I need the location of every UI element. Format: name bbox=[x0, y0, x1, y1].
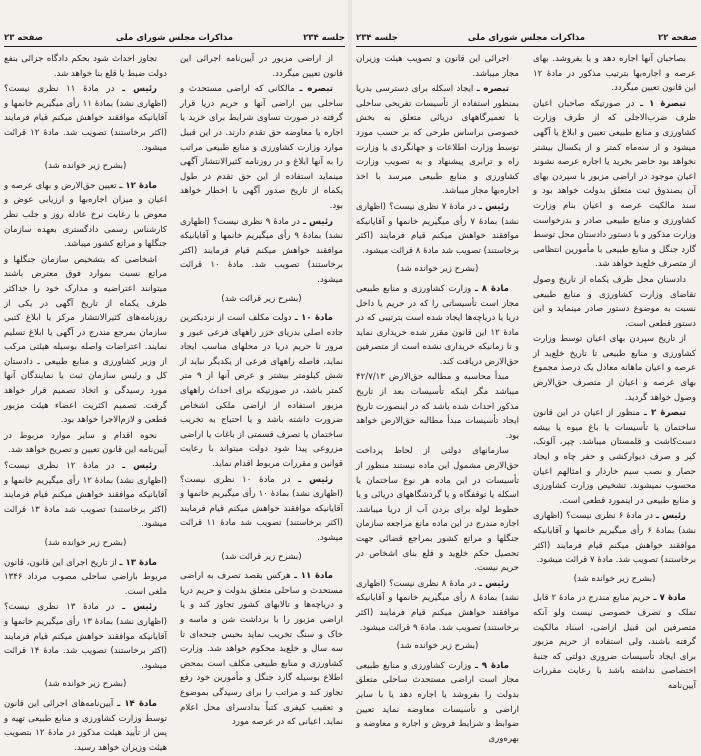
paragraph-text: در مادهٔ ۷ نظری نیست؟ (اظهاری نشد) بمادهٔ ۷ رأی میگیریم خانمها و آقایانیکه موافقند خواهش میکنم قیام فرمایند (اکثر برخاستند) تصویب شد مادهٔ ۸ قرائت میشود. bbox=[356, 201, 519, 256]
header-session: صفحه ۲۲ bbox=[658, 33, 697, 43]
paragraph-text: ایجاد اسکله برای دسترسی بدریا بمنظور استفاده از تأسیسات تفریحی ساحلی یا تعمیرگاههای دریائی متعلق به بخش خصوصی براساس طرحی که بر حسب مورد توسط وزارت اطلاعات و جهانگردی یا وزارت راه و ترابری پیشنهاد و به تصویب وزارت کشاورزی و منابع طبیعی میرسد با اخذ اجاره‌بها مجاز میباشد. bbox=[356, 84, 519, 197]
article-paragraph bbox=[180, 569, 343, 730]
reading-note: (بشرح زیر خوانده شد) bbox=[396, 264, 479, 275]
paragraph-lead: تبصرهٔ ۱ ـ bbox=[640, 98, 687, 109]
reading-note: (بشرح زیر قرائت شد) bbox=[221, 551, 302, 562]
paragraph-lead: رئیس ـ bbox=[122, 84, 158, 95]
paragraph bbox=[533, 52, 696, 96]
paragraph bbox=[356, 444, 519, 575]
paragraph-text: حریم منابع مندرج در مادهٔ ۲ قابل تملک و تصرف خصوصی نیست ولو آنکه متصرفین این قبیل اراضی، اسناد مالکیت گرفته باشند، ولی استفاده از حریم مزبور برای ایجاد تأسیسات ضروری دولتی که جنبهٔ اختصاصی نداشته باشد با رعایت مقررات آیین‌نامه bbox=[533, 593, 696, 691]
text-column-right bbox=[180, 52, 343, 731]
paragraph-lead: رئیس ـ bbox=[302, 216, 333, 227]
paragraph-text: در مادهٔ ۸ نظری نیست؟ (اظهاری نشد) بمادهٔ ۸ رأی میگیریم خانمها و آقایانیکه موافقند خواهش میکنم قیام فرمایند (اکثر برخاستند) تصویب شد. مادهٔ ۹ قرائت میشود. bbox=[356, 578, 519, 633]
text-column-right bbox=[533, 52, 696, 695]
paragraph-text: از اراضی مزبور در آیین‌نامه اجرائی این قانون تعیین میگردد. bbox=[180, 54, 343, 79]
paragraph-text: از تاریخ سپردن بهای اعیان توسط وزارت کشاورزی و منابع طبیعی تا تاریخ خلع‌ید از عرصه و اعیان ماهانه معادل یک درصد مجموع بهای عرصه و اعیان از متصرف حق‌الارض وصول خواهد گردید. bbox=[533, 334, 696, 403]
paragraph-lead: رئیس ـ bbox=[122, 461, 158, 472]
reading-note: (بشرح زیر خوانده شد) bbox=[44, 679, 127, 690]
article-paragraph bbox=[180, 473, 343, 546]
reading-note: (بشرح زیر قرائت شد) bbox=[221, 293, 302, 304]
paragraph bbox=[533, 273, 696, 331]
paragraph-lead: مادهٔ ۸ ـ bbox=[474, 283, 509, 294]
paragraph-text: در مادهٔ ۹ نظری نیست؟ (اظهاری نشد) بمادهٔ ۹ رأی میگیریم خانمها و آقایانیکه موافقند خواهش میکنم قیام فرمایند (اکثر برخاستند) تصویب شد. مادهٔ ۱۰ قرائت میشود. bbox=[180, 216, 343, 285]
paragraph-text: در مادهٔ ۱۰ نظری نیست؟ (اظهاری نشد) بمادهٔ ۱۰ رأی میگیریم خانمها و آقایانیکه موافقند خواهش میکنم قیام فرمایند (اکثر برخاستند) تصویب شد مادهٔ ۱۱ قرائت میشود. bbox=[180, 474, 343, 543]
header-title: مذاکرات مجلس شورای ملی bbox=[467, 33, 586, 43]
paragraph-lead: مادهٔ ۷ ـ bbox=[653, 593, 687, 604]
paragraph-text: دولت مکلف است از نزدیکترین جاده اصلی بدریای خزر راههای فرعی عبور و مرور تا حریم دریا در محلهای مناسب ایجاد نماید، فاصله راههای فرعی از یکدیگر نباید از شش کیلومتر بیشتر و عرض آنها از ۹ متر کمتر باشد، در صورتیکه برای احداث راههای مزبور استفاده از اراضی ملکی اشخاص ضرورت داشته باشد و یا احتیاج به تخریب ساختمان یا تصرف قسمتی از باغات یا اراضی مزروعی پیدا شود دولت میتواند با رعایت قوانین و مقررات مربوط اقدام نماید. bbox=[180, 313, 343, 470]
paragraph-lead: تبصره ـ bbox=[299, 84, 333, 95]
paragraph-lead: رئیس ـ bbox=[298, 474, 334, 485]
paragraph bbox=[4, 429, 167, 458]
paragraph-text: در مادهٔ ۱۲ نظری نیست؟ (اظهاری نشد) بمادهٔ ۱۲ رأی میگیریم خانمها و آقایانیکه موافقند خواهش میکنم قیام فرمایند (اکثر برخاستند) تصویب شد مادهٔ ۱۳ قرائت میشود. bbox=[4, 461, 167, 530]
text-column-left bbox=[356, 52, 519, 747]
paragraph-text: در مادهٔ ۱۳ نظری نیست؟ (اظهاری نشد) بمادهٔ ۱۳ رأی میگیریم خانمها و آقایانیکه موافقند خواهش میکنم قیام فرمایند (اکثر برخاستند) تصویب شد. مادهٔ ۱۴ قرائت میشود. bbox=[4, 602, 167, 671]
article-paragraph bbox=[4, 556, 167, 600]
header-session: جلسه ۲۳۴ bbox=[303, 33, 345, 43]
article-paragraph bbox=[533, 406, 696, 508]
article-paragraph bbox=[4, 697, 167, 755]
paragraph-text: مبدأ محاسبه و مطالبه حق‌الارض ۴۲/۷/۱۳ میباشد مگر اینکه تأسیسات بعد از تاریخ مذکور احداث شده باشد که در اینصورت تاریخ ایجاد تأسیسات مبدأ مطالبه حق‌الارض خواهد بود. bbox=[356, 372, 519, 441]
header-page-number: صفحه ۲۳ bbox=[4, 33, 43, 43]
paragraph-lead: رئیس ـ bbox=[655, 511, 686, 522]
header-page-number: جلسه ۲۳۴ bbox=[356, 33, 398, 43]
page-header bbox=[4, 33, 345, 45]
article-paragraph bbox=[356, 577, 519, 635]
paragraph-lead: رئیس ـ bbox=[478, 578, 509, 589]
paragraph-text: از تاریخ اجرای این قانون، قانون مربوط باراضی ساحلی مصوب مرداد ۱۳۴۶ ملغی است. bbox=[4, 557, 167, 597]
paragraph-text: وزارت کشاورزی و منابع طبیعی مجاز است تأسیساتی را که در حریم یا داخل دریا یا دریاچه‌ها ایجاد شده است بترتیبی که در مادهٔ ۱۲ این قانون مقرر شده خریداری نماید و تا زمانیکه خریداری نشده است از متصرفین حق‌الارض دریافت کند. bbox=[356, 283, 519, 367]
article-paragraph bbox=[356, 282, 519, 370]
paragraph-text: منظور از اعیان در این قانون ساختمان یا تأسیسات یا باغ میوه یا بیشه دست‌کاشت و قلمستان میباشد. چپر، آلونک، کپر و صرف دیوارکشی و حفر چاه و ایجاد حصار و نصب سیم خاردار و امثالهم اعیان محسوب نمیشوند. تشخیص وزارت کشاورزی و منابع طبیعی در اینمورد قطعی است. bbox=[533, 408, 696, 506]
header-rule bbox=[356, 46, 697, 47]
header-title: مذاکرات مجلس شورای ملی bbox=[115, 33, 234, 43]
page-header bbox=[356, 33, 697, 45]
paragraph-lead: مادهٔ ۱۱ ـ bbox=[294, 571, 333, 582]
reading-note: (بشرح زیر خوانده شد) bbox=[44, 538, 127, 548]
article-paragraph bbox=[4, 179, 167, 252]
text-column-left bbox=[4, 52, 167, 756]
paragraph bbox=[356, 370, 519, 443]
reading-note: (بشرح زیر خوانده شد) bbox=[396, 641, 479, 652]
paragraph bbox=[356, 52, 519, 81]
right-page bbox=[352, 0, 701, 744]
article-paragraph bbox=[356, 82, 519, 199]
paragraph-lead: مادهٔ ۱۲ ـ bbox=[119, 180, 157, 191]
paragraph-text: سازمانهای دولتی از لحاظ پرداخت حق‌الارض مشمول این ماده نیستند منظور از تأسیسات در این ماده هر نوع ساختمان یا اسکله یا توقفگاه و یا گردشگاههای دریائی و یا خطوط لوله برای بردن آب از دریا میباشد. اجازه مندرج در این ماده مانع مراجعه سازمان جنگلها و مراتع کشور بمراجع قضائی جهت تحصیل حکم خلع‌ید و قلع بنای اشخاص در حریم نیست. bbox=[356, 446, 519, 574]
paragraph-text: در صورتیکه صاحبان اعیان ظرف ضرب‌الاجلی که از طرف وزارت کشاورزی و منابع طبیعی تعیین و ابلاغ یا آگهی میشود و از سه‌ماه کمتر و از یکسال بیشتر نخواهد بود حاضر بخرید یا اجاره عرصه نشوند اعیان موجود در اراضی مزبور با سپردن بهای آن بصندوق ثبت متعلق بدولت خواهد بود و سند مالکیت عرصه و اعیان بنام وزارت کشاورزی و منابع طبیعی صادر و بدرخواست وزارت مذکور و با دستور دادستان محل توسط گارد جنگل و منابع طبیعی با مأمورین انتظامی از متصرف خلع‌ید خواهد شد. bbox=[533, 98, 696, 270]
paragraph-lead: مادهٔ ۹ ـ bbox=[474, 660, 509, 671]
paragraph-text: بصاحبان آنها اجاره دهد و یا بفروشد. بهای عرصه و اجاره‌بها بترتیب مذکور در مادهٔ ۱۲ این قانون تعیین میگردد. bbox=[533, 54, 696, 94]
article-paragraph bbox=[4, 600, 167, 673]
paragraph-lead: رئیس ـ bbox=[122, 602, 158, 613]
article-paragraph bbox=[180, 82, 343, 213]
header-rule bbox=[4, 46, 345, 47]
paragraph bbox=[180, 52, 343, 81]
left-page bbox=[0, 0, 349, 753]
article-paragraph bbox=[180, 215, 343, 288]
article-paragraph bbox=[533, 591, 696, 693]
paragraph-text: هرکس بقصد تصرف به اراضی مستحدث و ساحلی متعلق بدولت و حریم دریا و دریاچه‌ها و تالابهای کشور تجاوز کند و یا اراضی مزبور را با برداشت شن و ماسه و خاک و سنگ تخریب نماید بحبس جنحه‌ای تا سه سال و خلع‌ید محکوم خواهد شد. وزارت کشاورزی و منابع طبیعی مکلف است بمحض اطلاع بوسیله گارد جنگل و مأمورین خود رفع تجاوز کند و مراتب را برای رسیدگی بموضوع و تعقیب کیفری کتباً بدادسرای محل اعلام نماید. اعیانی که در عرصه مورد bbox=[180, 571, 343, 728]
article-paragraph bbox=[356, 200, 519, 258]
paragraph-lead: رئیس ـ bbox=[478, 201, 509, 212]
paragraph bbox=[4, 253, 167, 428]
paragraph-text: در مادهٔ ۶ نظری نیست؟ (اظهاری نشد) بمادهٔ ۶ رأی میگیریم خانمها و آقایانیکه موافقند خواهش میکنم قیام فرمایند (اکثر برخاستند) تصویب شد. مادهٔ ۷ قرائت میشود. bbox=[533, 511, 696, 566]
article-paragraph bbox=[533, 97, 696, 272]
paragraph-text: دادستان محل ظرف یکماه از تاریخ وصول تقاضای وزارت کشاورزی و منابع طبیعی نسبت به موضوع دستور صادر مینماید و این دستور قطعی است. bbox=[533, 274, 696, 329]
paragraph-text: اجرائی این قانون و تصویب هیئت وزیران مجاز میباشد. bbox=[356, 54, 519, 79]
reading-note: (بشرح زیر خوانده شد) bbox=[573, 573, 656, 584]
article-paragraph bbox=[356, 659, 519, 747]
paragraph-lead: مادهٔ ۱۰ ـ bbox=[294, 313, 334, 324]
paragraph-lead: تبصرهٔ ۲ ـ bbox=[643, 408, 686, 419]
paragraph-lead: مادهٔ ۱۴ ـ bbox=[117, 698, 158, 709]
paragraph-text: تعیین حق‌الارض و بهای عرصه و اعیان و میزان اجاره‌بها و ارزیابی عوض و معوض با رعایت نرخ عادله روز و جلب نظر کارشناس رسمی دادگستری بعهده سازمان جنگلها و مراتع کشور میباشد. bbox=[4, 180, 167, 250]
article-paragraph bbox=[4, 82, 167, 155]
paragraph-text: نحوه اقدام و سایر موارد مربوط در آیین‌نامه این قانون تعیین و تصریح خواهد شد. bbox=[4, 430, 167, 456]
paragraph bbox=[4, 52, 167, 81]
paragraph-text: اشخاصی که بتشخیص سازمان جنگلها و مراتع نسبت بموارد فوق معترض باشند میتوانند اعتراضیه و مدارک خود را حداکثر ظرف یکماه از تاریخ آگهی در یکی از روزنامه‌های کثیرالانتشار مرکز یا ابلاغ کتبی سازمان بمرجع مندرج در آگهی یا ابلاغ تسلیم نمایند. اعتراضات واصله بوسیله هیئتی مرکب از وزیر کشاورزی و منابع طبیعی ـ دادستان کل و رئیس سازمان ثبت یا نمایندگان آنها مورد رسیدگی و اتخاذ تصمیم قرار خواهد گرفت. تصمیم اکثریت اعضاء هیئت مزبور قطعی و لازم‌الاجرا خواهد بود. bbox=[4, 254, 167, 426]
article-paragraph bbox=[180, 311, 343, 472]
paragraph-lead: تبصره ـ bbox=[476, 84, 509, 95]
article-paragraph bbox=[533, 509, 696, 567]
paragraph-text: آیین‌نامه‌های اجرائی این قانون توسط وزارت کشاورزی و منابع طبیعی تهیه و پس از تأیید هیئت مذکور در مادهٔ ۱۲ بتصویب هیئت وزیران خواهد رسید. bbox=[4, 698, 167, 753]
paragraph-text: تجاوز احداث شود بحکم دادگاه جزائی بنفع دولت ضبط یا قلع بنا خواهد شد. bbox=[4, 54, 167, 79]
reading-note: (بشرح زیر خوانده شد) bbox=[44, 161, 127, 172]
paragraph-text: وزارت کشاورزی و منابع طبیعی مجاز است اراضی مستحدث ساحلی متعلق بدولت را بفروشد یا اجاره دهد یا با سایر اراضی و تأسیسات معاوضه نماید تعیین ضوابط و شرایط فروش و اجاره و معاوضه و بهره‌وری bbox=[356, 660, 519, 744]
paragraph-text: در مادهٔ ۱۱ نظری نیست؟ (اظهاری نشد) بمادهٔ ۱۱ رأی میگیریم خانمها و آقایانیکه موافقند خواهش میکنم قیام فرمایند (اکثر برخاستند) تصویب شد. مادهٔ ۱۲ قرائت میشود. bbox=[4, 84, 167, 153]
paragraph-text: مالکانی که اراضی مستحدث و ساحلی بین اراضی آنها و حریم دریا قرار گرفته در صورت تساوی شرایط برای خرید یا اجاره یا معاوضه حق تقدم دارند. در این قبیل موارد وزارت کشاورزی و منابع طبیعی مراتب را به آنها ابلاغ و در روزنامه کثیرالانتشار آگهی مینماید استفاده از این حق تقدم در طول یکماه از تاریخ صدور آگهی با اخطار خواهد بود. bbox=[180, 84, 343, 211]
paragraph bbox=[533, 332, 696, 405]
article-paragraph bbox=[4, 459, 167, 532]
paragraph-lead: مادهٔ ۱۳ ـ bbox=[119, 557, 158, 568]
